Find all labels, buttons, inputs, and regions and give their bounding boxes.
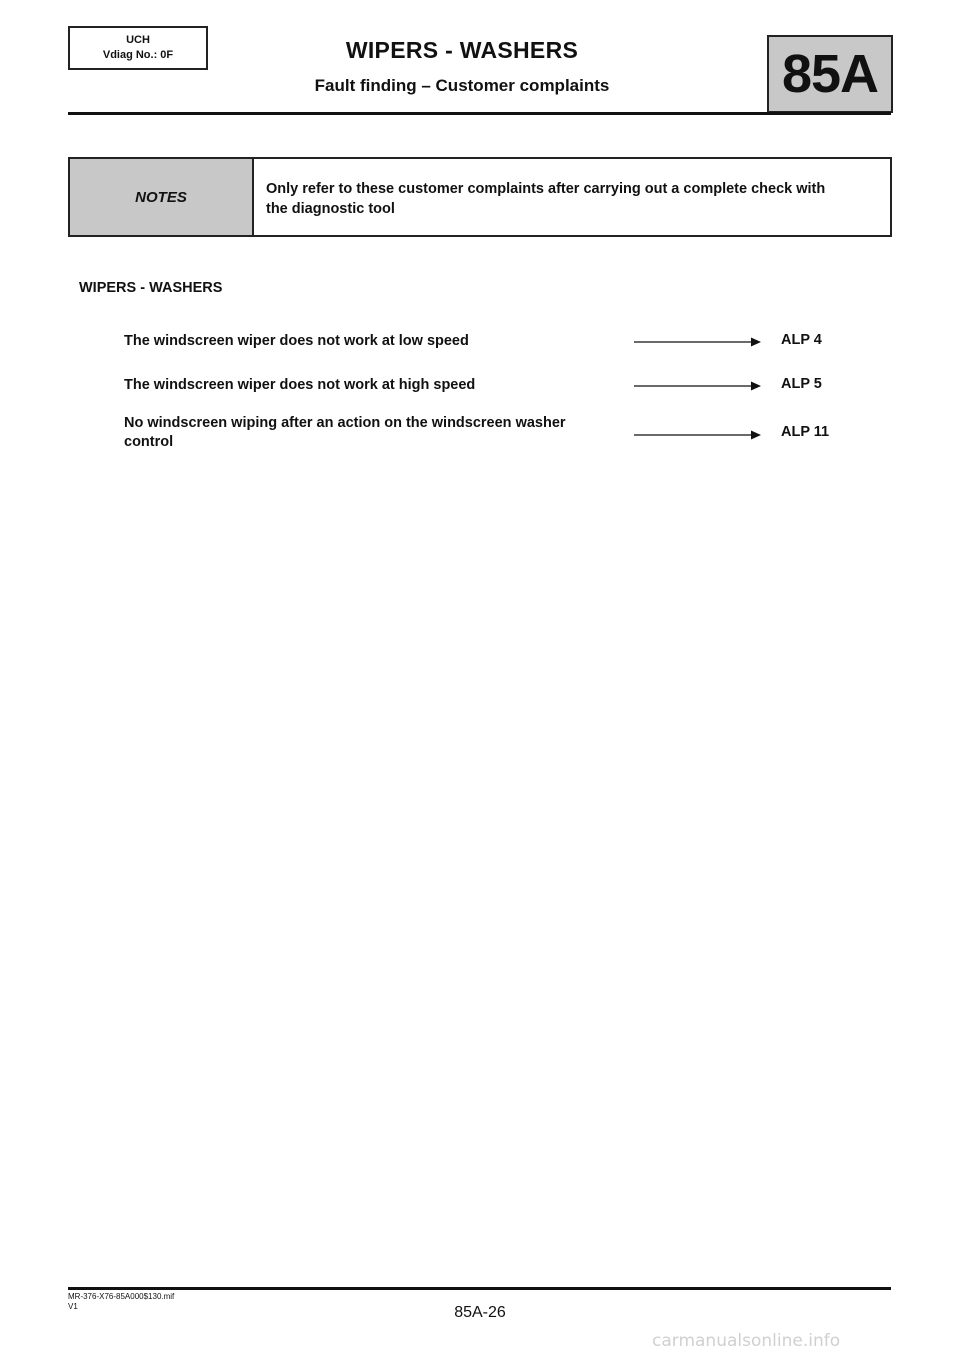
arrow-right-icon (634, 429, 761, 441)
notes-label: NOTES (70, 159, 254, 235)
header-divider (68, 112, 891, 115)
arrow-right-icon (634, 336, 761, 348)
complaint-text (124, 414, 624, 452)
vdiag-number: Vdiag No.: 0F (102, 49, 174, 61)
doc-reference: MR-376-X76-85A000$130.mif (68, 1292, 175, 1301)
notes-text-line: Only refer to these customer complaints after carrying out a complete check with (266, 181, 826, 197)
section-code-box (767, 35, 893, 113)
alp-reference[interactable]: ALP 4 (781, 332, 822, 348)
doc-version: V1 (68, 1302, 78, 1311)
computer-name: UCH (126, 34, 150, 46)
notes-text-line: the diagnostic tool (266, 201, 395, 217)
complaint-text: The windscreen wiper does not work at high speed (124, 377, 476, 393)
footer-reference (68, 1292, 174, 1312)
watermark: carmanualsonline.info (652, 1331, 841, 1351)
vehicle-computer-box (68, 26, 208, 70)
complaint-text-line: No windscreen wiping after an action on the windscreen washer (124, 415, 566, 431)
page-subtitle: Fault finding – Customer complaints (314, 76, 610, 95)
section-heading: WIPERS - WASHERS (79, 280, 223, 296)
complaint-text: The windscreen wiper does not work at low speed (124, 333, 469, 349)
footer-divider (68, 1287, 891, 1290)
notes-text (254, 159, 890, 235)
alp-reference[interactable]: ALP 11 (781, 424, 830, 440)
section-code: 85A (781, 44, 879, 104)
alp-reference[interactable]: ALP 5 (781, 376, 822, 392)
notes-table (68, 157, 892, 237)
page-number: 85A-26 (454, 1304, 506, 1321)
arrow-right-icon (634, 380, 761, 392)
complaint-text-line: control (124, 434, 174, 450)
page-title: WIPERS - WASHERS (345, 37, 579, 63)
